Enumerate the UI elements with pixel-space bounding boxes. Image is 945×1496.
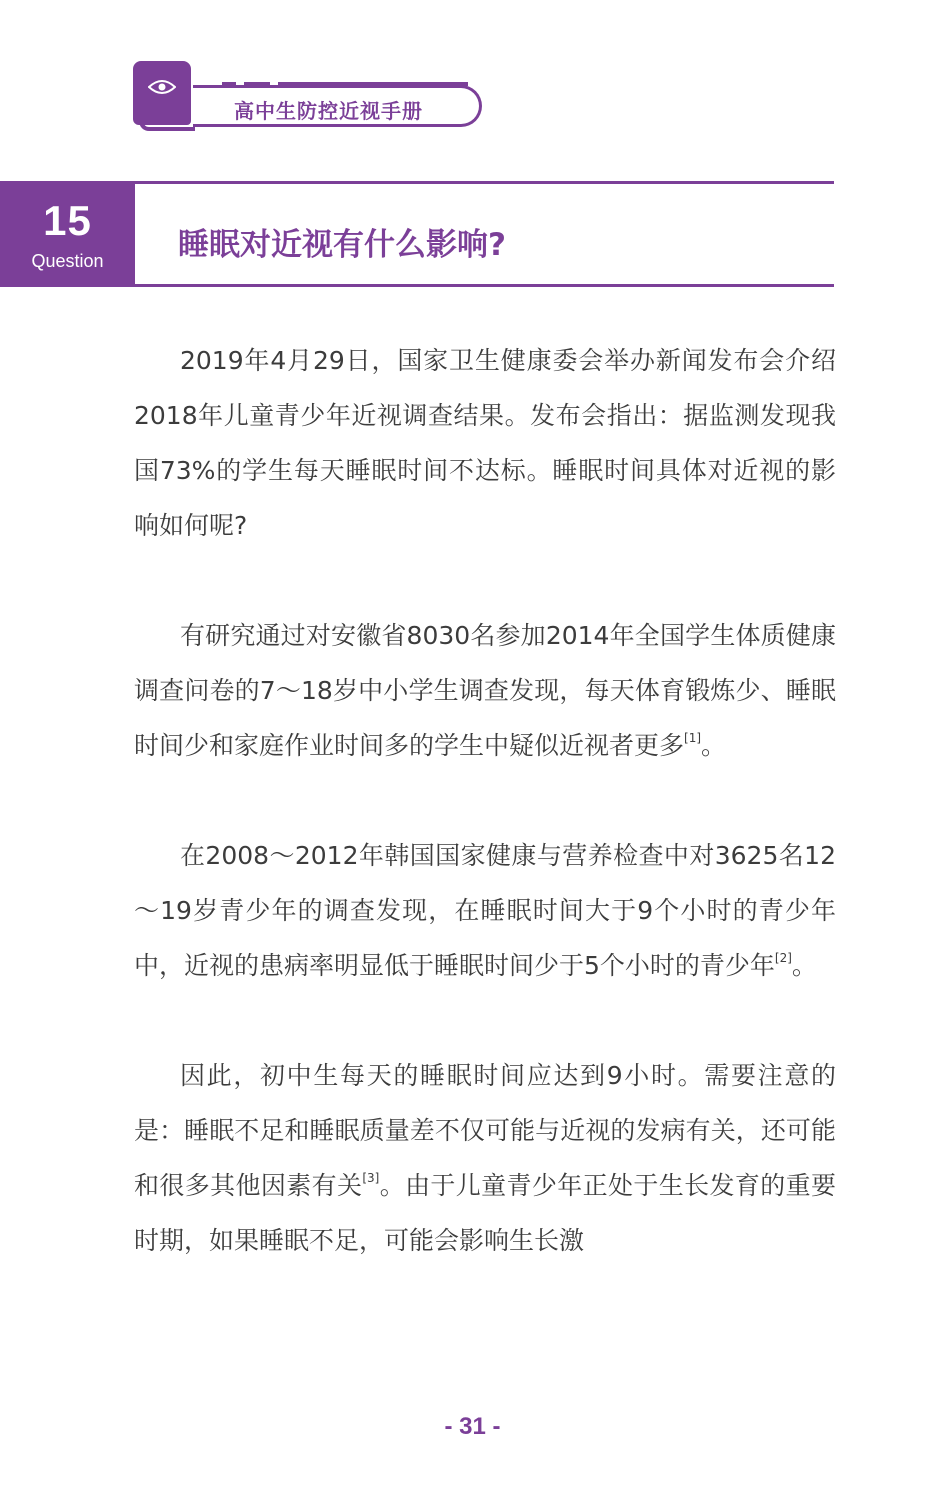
title-rule-top xyxy=(135,181,834,184)
paragraph xyxy=(134,608,836,773)
question-label: Question xyxy=(31,251,104,271)
page-number: - 31 - xyxy=(444,1413,501,1440)
paragraph-text: 2019年4月29日，国家卫生健康委会举办新闻发布会介绍2018年儿童青少年近视调查结果。发布会指出：据监测发现我国73%的学生每天睡眠时间不达标。睡眠时间具体对近视的影响如何呢? xyxy=(134,346,836,540)
paragraph-tail: 。 xyxy=(701,731,727,760)
paragraph xyxy=(134,828,836,993)
article-body xyxy=(134,333,836,1323)
paragraph-tail: 。 xyxy=(791,951,817,980)
paragraph xyxy=(134,1048,836,1268)
paragraph-tail: 。由于儿童青少年正处于生长发育的重要时期，如果睡眠不足，可能会影响生长激 xyxy=(134,1171,836,1255)
paragraph-text: 有研究通过对安徽省8030名参加2014年全国学生体质健康调查问卷的7～18岁中小学生调查发现，每天体育锻炼少、睡眠时间少和家庭作业时间多的学生中疑似近视者更多 xyxy=(134,621,836,760)
citation-ref: [1] xyxy=(684,731,702,745)
citation-ref: [2] xyxy=(774,951,792,965)
paragraph xyxy=(134,333,836,553)
paragraph-text: 因此，初中生每天的睡眠时间应达到9小时。需要注意的是：睡眠不足和睡眠质量差不仅可能与近视的发病有关，还可能和很多其他因素有关 xyxy=(134,1061,836,1200)
book-page-edge xyxy=(139,119,195,131)
paragraph-text: 在2008～2012年韩国国家健康与营养检查中对3625名12～19岁青少年的调查发现，在睡眠时间大于9个小时的青少年中，近视的患病率明显低于睡眠时间少于5个小时的青少年 xyxy=(134,841,836,980)
handbook-title: 高中生防控近视手册 xyxy=(234,99,423,123)
eye-icon xyxy=(148,79,176,95)
handbook-badge xyxy=(133,61,191,125)
question-badge xyxy=(0,181,135,287)
citation-ref: [3] xyxy=(362,1171,380,1185)
question-title: 睡眠对近视有什么影响? xyxy=(178,227,506,263)
question-number: 15 xyxy=(43,197,92,244)
title-rule-bottom xyxy=(135,284,834,287)
